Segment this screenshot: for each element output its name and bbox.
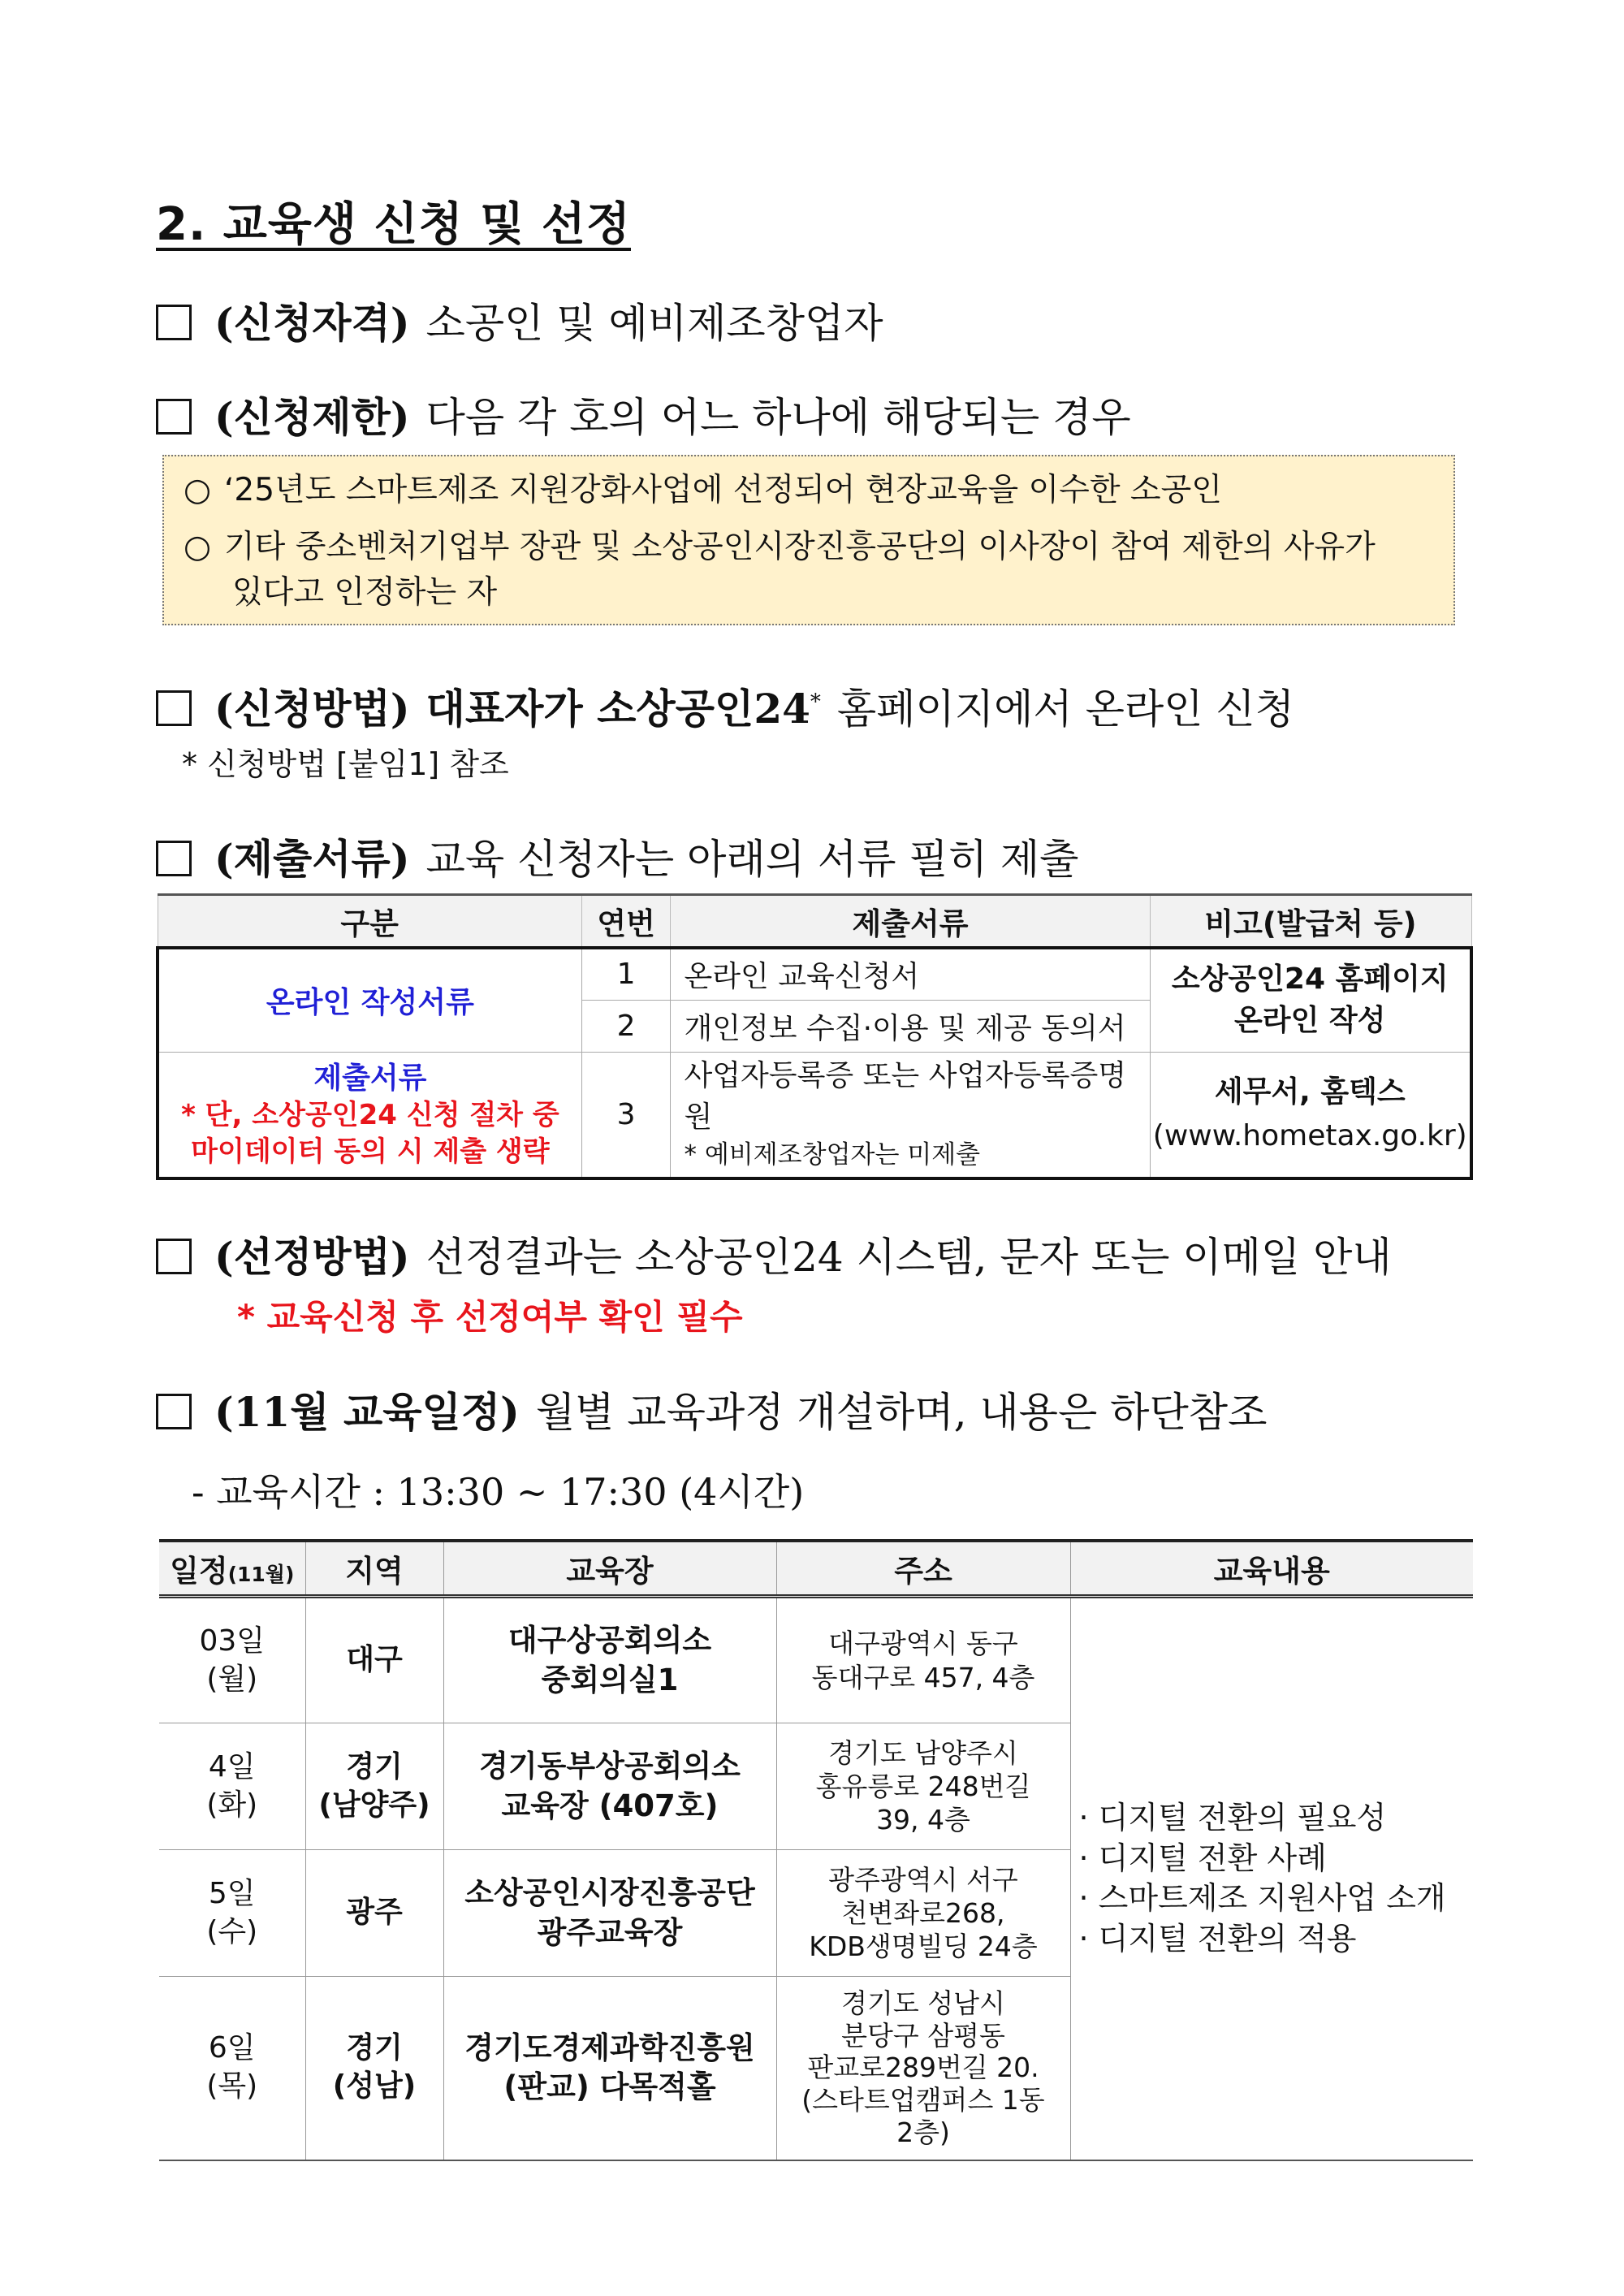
circle-bullet-icon: ○: [184, 472, 212, 508]
restriction-bullet-2-cont: 있다고 인정하는 자: [232, 574, 498, 611]
selection-label: (선정방법): [214, 1233, 410, 1281]
checkbox-square-icon: [156, 841, 192, 876]
documents-label: (제출서류): [214, 835, 410, 883]
content-item: · 스마트제조 지원사업 소개: [1078, 1880, 1446, 1917]
documents-table: [156, 893, 1473, 1180]
table-row: [158, 1052, 1471, 1178]
circle-bullet-icon: ○: [184, 529, 212, 565]
method-bold-text: 대표자가 소상공인24: [425, 685, 810, 733]
content-item: · 디지털 전환의 필요성: [1078, 1800, 1387, 1836]
region-cell: 경기 (성남): [305, 1977, 443, 2160]
selection-text: 선정결과는 소상공인24 시스템, 문자 또는 이메일 안내: [425, 1234, 1392, 1281]
region-cell: 대구: [305, 1597, 443, 1723]
date-cell: 03일 (월): [159, 1597, 305, 1723]
doc-name: 사업자등록증 또는 사업자등록증명원 * 예비제조창업자는 미제출: [671, 1052, 1150, 1178]
item-method: [156, 685, 1294, 733]
restriction-bullet-1: ○ ‘25년도 스마트제조 지원강화사업에 선정되어 현장교육을 이수한 소공인: [184, 472, 1222, 508]
item-restriction: [156, 393, 1131, 441]
doc-number: 1: [581, 948, 671, 1000]
venue-cell: 대구상공회의소 중회의실1: [443, 1597, 776, 1723]
address-cell: 경기도 성남시 분당구 삼평동 판교로289번길 20. (스타트업캠퍼스 1동 2층): [776, 1977, 1070, 2160]
content-item: · 디지털 전환의 적용: [1078, 1920, 1357, 1957]
header-content: 교육내용: [1070, 1541, 1473, 1597]
header-remarks: 비고(발급처 등): [1150, 895, 1471, 949]
restriction-label: (신청제한): [214, 393, 410, 441]
restriction-box: [162, 455, 1455, 625]
venue-cell: 경기동부상공회의소 교육장 (407호): [443, 1723, 776, 1850]
item-selection: [156, 1233, 1392, 1281]
table-header-row: [158, 895, 1471, 949]
method-label: (신청방법): [214, 685, 410, 733]
table-row: [158, 948, 1471, 1000]
checkbox-square-icon: [156, 1239, 192, 1274]
table-header-row: [159, 1541, 1473, 1597]
header-region: 지역: [305, 1541, 443, 1597]
region-cell: 광주: [305, 1850, 443, 1977]
eligibility-text: 소공인 및 예비제조창업자: [425, 300, 883, 347]
doc-number: 2: [581, 1000, 671, 1052]
item-eligibility: [156, 299, 883, 347]
checkbox-square-icon: [156, 305, 192, 340]
item-documents: [156, 835, 1079, 883]
category-online: 온라인 작성서류: [158, 948, 581, 1052]
method-note: * 신청방법 [붙임1] 참조: [182, 746, 509, 782]
content-cell: [1070, 1597, 1473, 2160]
date-cell: 4일 (화): [159, 1723, 305, 1850]
restriction-text: 다음 각 호의 어느 하나에 해당되는 경우: [425, 394, 1131, 441]
item-schedule: [156, 1388, 1268, 1436]
header-documents: 제출서류: [671, 895, 1150, 949]
region-cell: 경기 (남양주): [305, 1723, 443, 1850]
table-row: [159, 1597, 1473, 1723]
schedule-time-note: - 교육시간 : 13:30 ~ 17:30 (4시간): [192, 1470, 805, 1514]
doc-name: 개인정보 수집·이용 및 제공 동의서: [671, 1000, 1150, 1052]
checkbox-square-icon: [156, 1394, 192, 1429]
restriction-bullet-2: ○ 기타 중소벤처기업부 장관 및 소상공인시장진흥공단의 이사장이 참여 제한의 사유가: [184, 529, 1376, 565]
doc-name: 온라인 교육신청서: [671, 948, 1150, 1000]
header-category: 구분: [158, 895, 581, 949]
schedule-text: 월별 교육과정 개설하며, 내용은 하단참조: [535, 1389, 1268, 1436]
checkbox-square-icon: [156, 399, 192, 435]
content-item: · 디지털 전환 사례: [1078, 1840, 1327, 1876]
venue-cell: 경기도경제과학진흥원 (판교) 다목적홀: [443, 1977, 776, 2160]
eligibility-label: (신청자격): [214, 299, 410, 347]
category-submit: 제출서류 * 단, 소상공인24 신청 절차 중 마이데이터 동의 시 제출 생략: [158, 1052, 581, 1178]
date-cell: 6일 (목): [159, 1977, 305, 2160]
date-cell: 5일 (수): [159, 1850, 305, 1977]
header-venue: 교육장: [443, 1541, 776, 1597]
schedule-table: [159, 1539, 1473, 2161]
method-text: 홈페이지에서 온라인 신청: [836, 685, 1294, 733]
address-cell: 대구광역시 동구 동대구로 457, 4층: [776, 1597, 1070, 1723]
checkbox-square-icon: [156, 690, 192, 726]
remark-submit: 세무서, 홈텍스 (www.hometax.go.kr): [1150, 1052, 1471, 1178]
header-date: 일정(11월): [159, 1541, 305, 1597]
selection-note: * 교육신청 후 선정여부 확인 필수: [237, 1297, 743, 1337]
documents-text: 교육 신청자는 아래의 서류 필히 제출: [425, 836, 1079, 883]
header-address: 주소: [776, 1541, 1070, 1597]
address-cell: 광주광역시 서구 천변좌로268, KDB생명빌딩 24층: [776, 1850, 1070, 1977]
method-sup: *: [810, 690, 821, 715]
address-cell: 경기도 남양주시 홍유릉로 248번길 39, 4층: [776, 1723, 1070, 1850]
remark-online: 소상공인24 홈페이지 온라인 작성: [1150, 948, 1471, 1052]
schedule-label: (11월 교육일정): [214, 1388, 520, 1436]
header-number: 연번: [581, 895, 671, 949]
section-title: 2. 교육생 신청 및 선정: [156, 198, 631, 251]
venue-cell: 소상공인시장진흥공단 광주교육장: [443, 1850, 776, 1977]
doc-number: 3: [581, 1052, 671, 1178]
